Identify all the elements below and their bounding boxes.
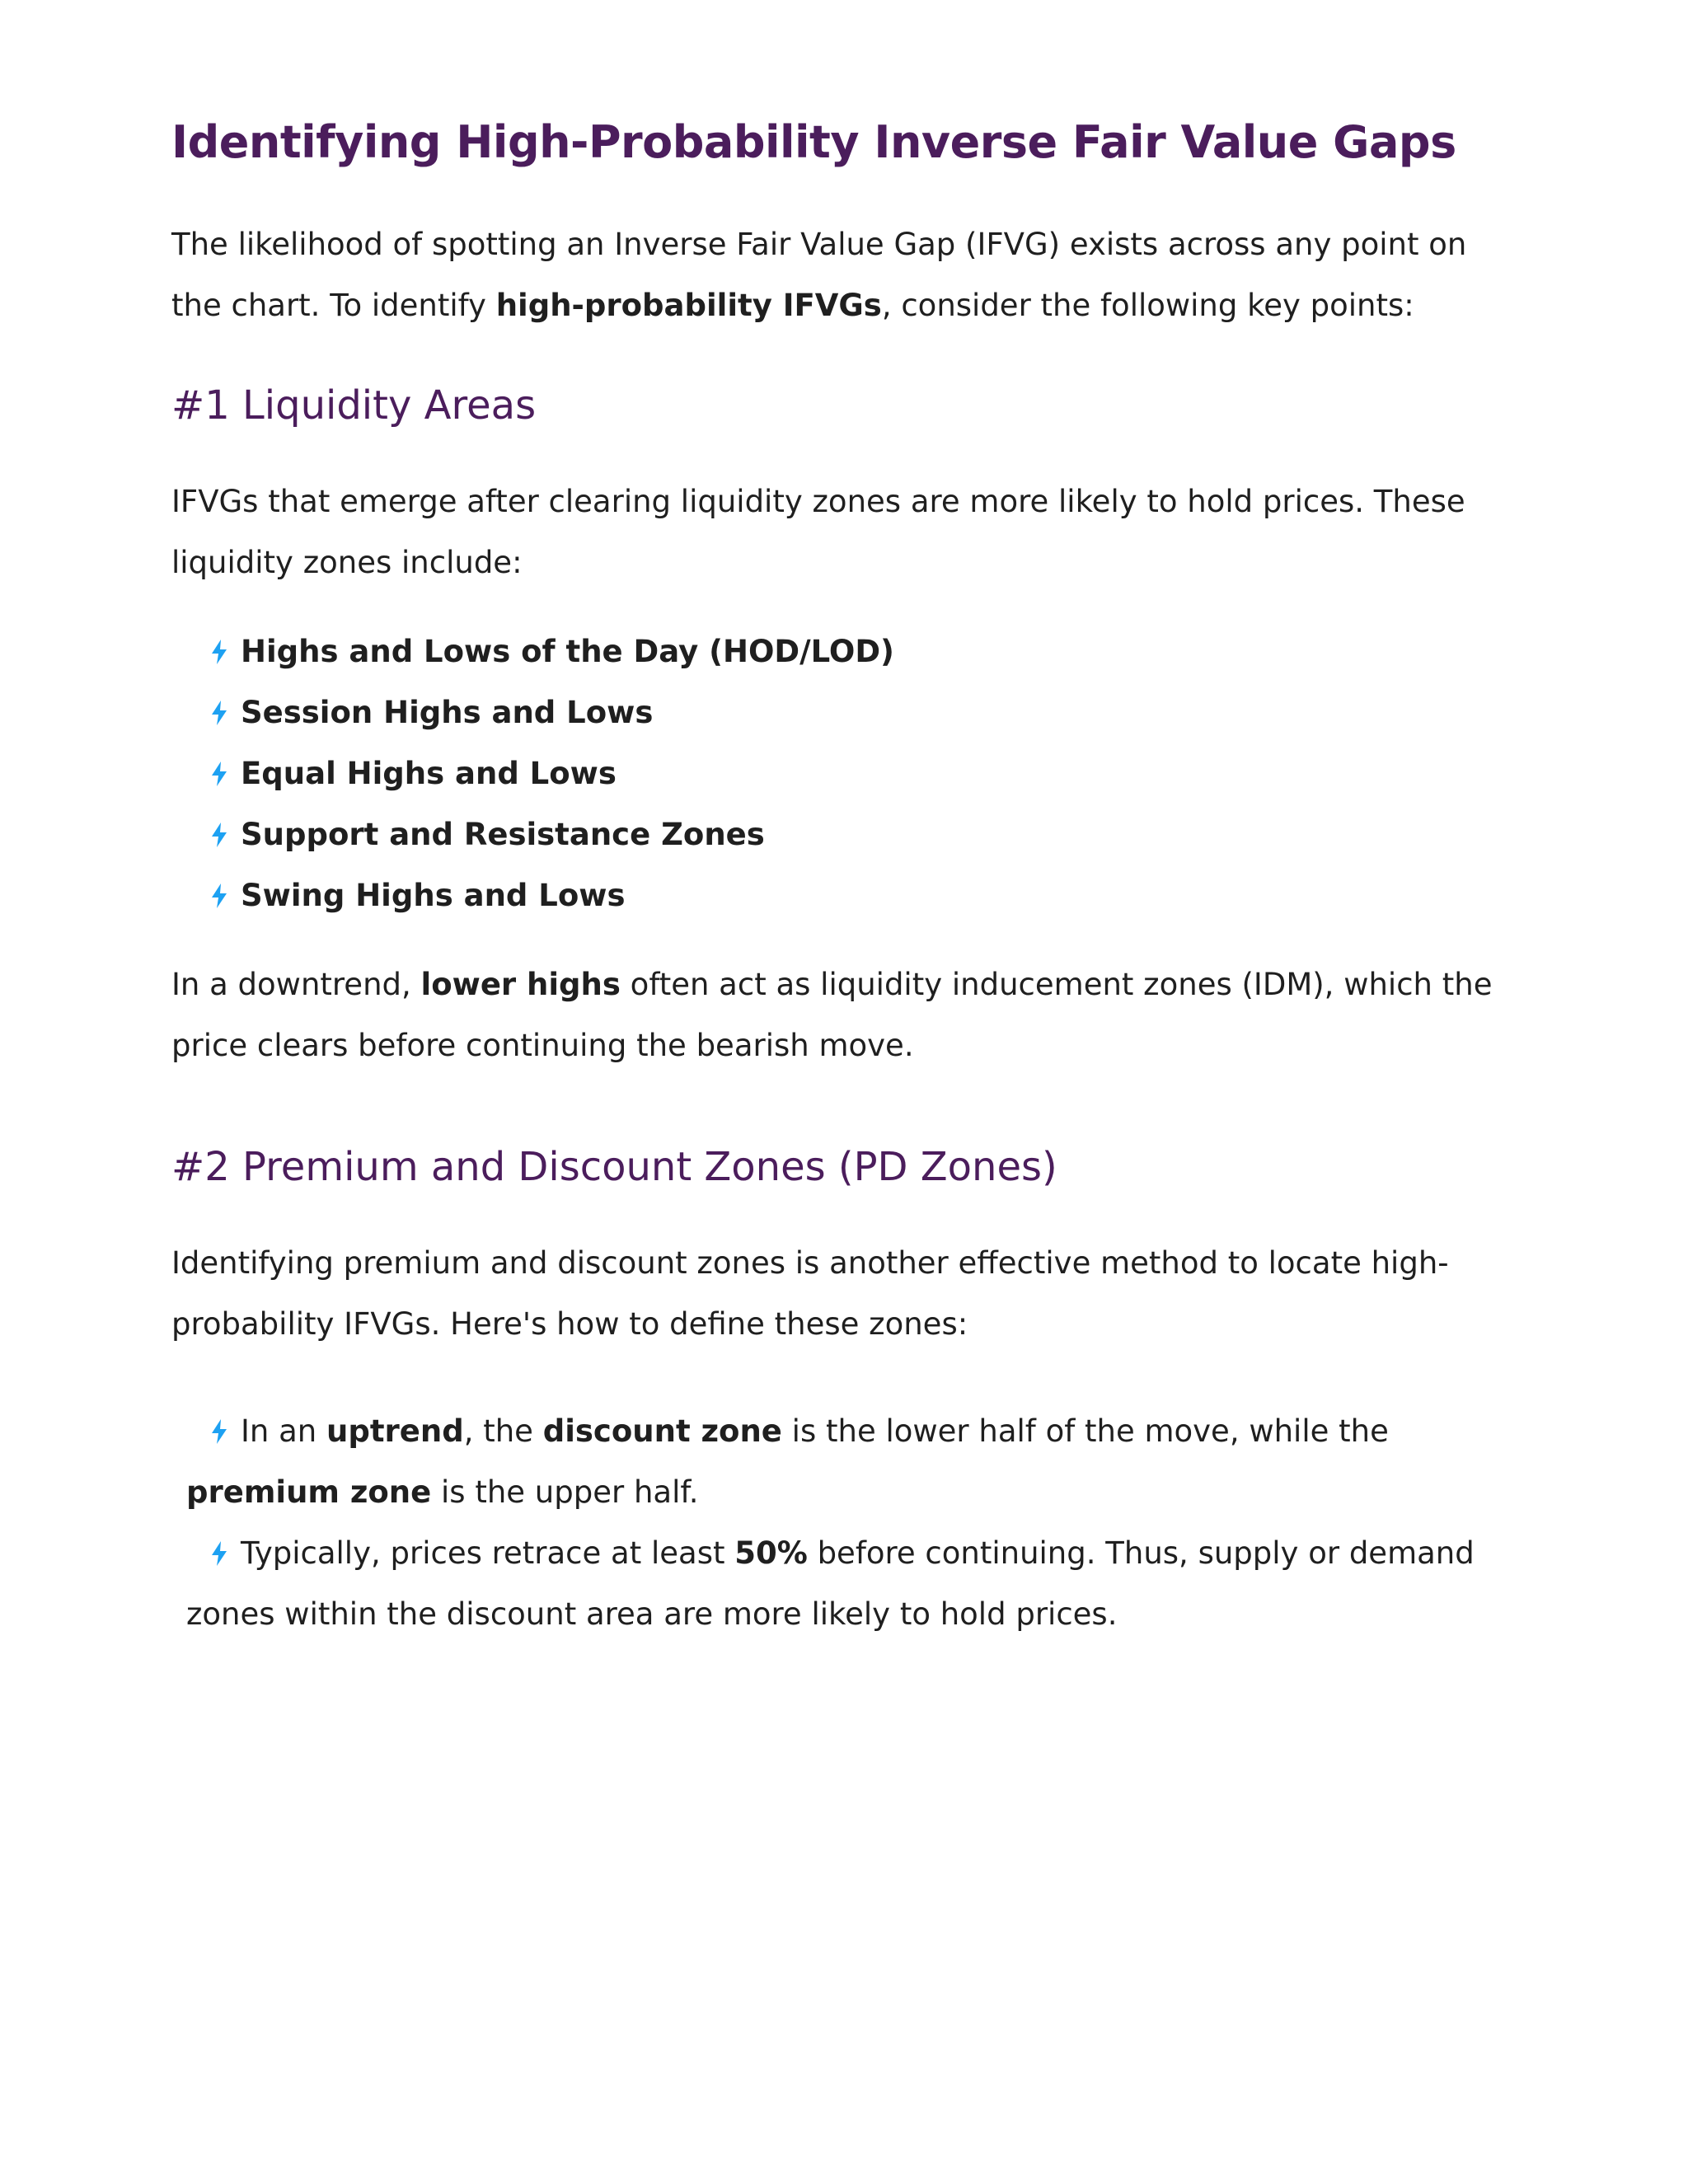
page-title: Identifying High-Probability Inverse Fair Value Gaps	[171, 116, 1456, 168]
bullet-bold-text: 50%	[734, 1535, 808, 1571]
lightning-bolt-icon	[211, 1541, 227, 1566]
liquidity-zone-list	[171, 621, 1517, 926]
bullet-text: is the upper half.	[431, 1474, 699, 1510]
bullet-bold-text: premium zone	[186, 1474, 432, 1510]
list-item	[186, 1523, 1517, 1645]
list-item	[211, 743, 1517, 804]
bullet-text: is the lower half of the move, while the	[781, 1413, 1389, 1449]
lightning-bolt-icon	[211, 701, 227, 725]
intro-text: The likelihood of spotting an Inverse Fair Value Gap (IFVG) exists across any point on the chart. To identify	[171, 227, 1467, 323]
lightning-bolt-icon	[211, 640, 227, 664]
downtrend-text-end: often act as liquidity inducement zones (IDM), which the price clears before continuing the bearish move.	[171, 967, 1493, 1063]
bullet-text: Typically, prices retrace at least	[241, 1535, 735, 1571]
list-item	[211, 682, 1517, 743]
bullet-bold-text: uptrend	[326, 1413, 464, 1449]
lightning-bolt-icon	[211, 1419, 227, 1444]
lightning-bolt-icon	[211, 883, 227, 908]
list-item	[211, 804, 1517, 865]
lightning-bolt-icon	[211, 762, 227, 786]
intro-paragraph	[171, 214, 1517, 336]
list-item-label: Support and Resistance Zones	[241, 817, 765, 852]
list-item	[186, 1401, 1517, 1523]
pd-zones-list	[171, 1401, 1517, 1645]
bullet-bold-text: discount zone	[542, 1413, 782, 1449]
downtrend-paragraph	[171, 954, 1517, 1076]
list-item	[211, 621, 1517, 682]
list-item-label: Equal Highs and Lows	[241, 756, 617, 791]
section-heading-pd-zones: #2 Premium and Discount Zones (PD Zones)	[171, 1144, 1057, 1190]
pd-zones-paragraph: Identifying premium and discount zones is another effective method to locate high-probability IFVGs. Here's how to define these zones:	[171, 1245, 1449, 1342]
list-item-label: Swing Highs and Lows	[241, 878, 626, 913]
downtrend-text: In a downtrend,	[171, 967, 421, 1002]
liquidity-paragraph: IFVGs that emerge after clearing liquidity zones are more likely to hold prices. These liquidity zones include:	[171, 484, 1465, 580]
bullet-text: In an	[241, 1413, 327, 1449]
downtrend-bold-text: lower highs	[420, 967, 621, 1002]
section-heading-liquidity: #1 Liquidity Areas	[171, 382, 537, 429]
intro-text-end: , consider the following key points:	[881, 288, 1414, 323]
intro-bold-text: high-probability IFVGs	[495, 288, 882, 323]
list-item	[211, 865, 1517, 926]
bullet-text: , the	[463, 1413, 543, 1449]
list-item-label: Session Highs and Lows	[241, 695, 654, 730]
lightning-bolt-icon	[211, 823, 227, 847]
list-item-label: Highs and Lows of the Day (HOD/LOD)	[241, 634, 894, 669]
bullet-text: before continuing. Thus, supply or demand zones within the discount area are more likely to hold prices.	[186, 1535, 1475, 1632]
